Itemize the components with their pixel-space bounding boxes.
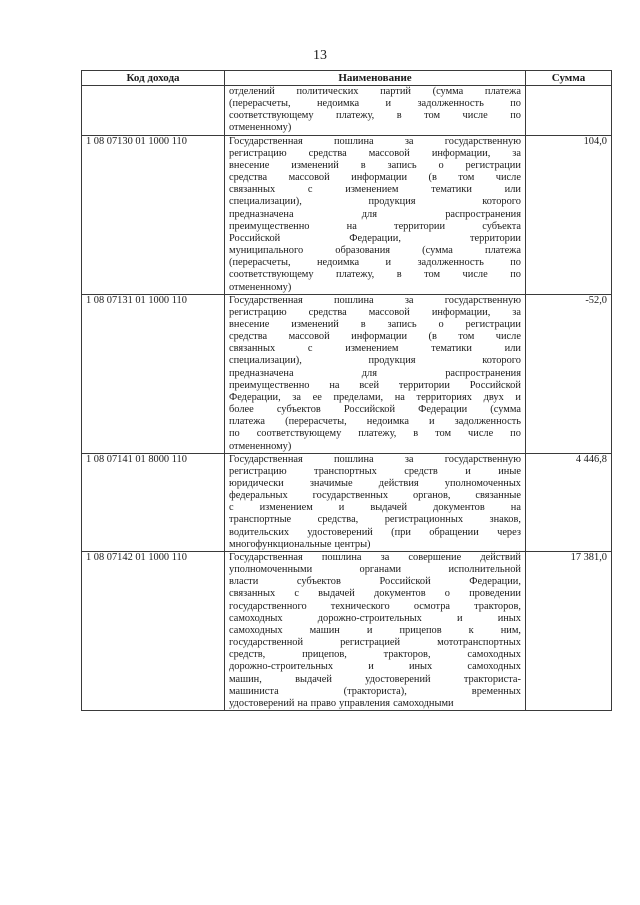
name-text-line: юридически значимые действия уполномоченных [229, 478, 521, 489]
revenue-sum-cell: 17 381,0 [526, 551, 612, 710]
name-text-line: государственной регистрацией мототранспортных [229, 637, 521, 649]
name-text-line: отделений политических партий (сумма платежа [229, 86, 521, 97]
name-text-line: многофункциональные центры) [229, 538, 371, 550]
name-text-line: государственного технического осмотра тракторов, [229, 600, 521, 612]
name-text-line: (перерасчеты, недоимка и задолженность по [229, 98, 521, 110]
table-row [82, 453, 612, 551]
name-text-line: Государственная пошлина за государственную [229, 453, 521, 465]
name-text-line: регистрацию средства массовой информации, за [229, 147, 521, 159]
name-text-line: с изменением и выдачей документов на [229, 502, 521, 514]
table-row [82, 294, 612, 453]
name-text-line: машин, выдачей удостоверений тракториста- [229, 673, 521, 685]
name-text-line: Российской Федерации, территории [229, 232, 521, 244]
name-text-line: по соответствующему платежу, в том числе по [229, 428, 521, 440]
name-text-line: федеральных государственных органов, связанные [229, 490, 521, 502]
name-text-line: более субъектов Российской Федерации (сумма [229, 404, 521, 416]
revenue-name-cell [225, 551, 526, 710]
header-sum: Сумма [526, 71, 612, 86]
name-text-line: дорожно-строительных и иных самоходных [229, 661, 521, 673]
table-row [82, 551, 612, 710]
name-text-line: соответствующему платежу, в том числе по [229, 110, 521, 122]
revenue-code-cell: 1 08 07131 01 1000 110 [82, 294, 225, 453]
name-text-line: специализации), продукция которого [229, 196, 521, 208]
name-text-line: уполномоченными органами исполнительной [229, 564, 521, 576]
name-text-line: связанных с выдачей документов о проведении [229, 588, 521, 600]
name-text-line: связанных с изменением тематики или [229, 184, 521, 196]
revenue-name-cell [225, 135, 526, 294]
header-name: Наименование [225, 71, 526, 86]
name-text-line: специализации), продукция которого [229, 355, 521, 367]
table-header-row [82, 71, 612, 86]
table-row [82, 135, 612, 294]
name-text-line: отмененному) [229, 122, 292, 134]
name-text-line: водительских удостоверений (при обращении через [229, 526, 521, 538]
name-text-line: преимущественно на всей территории Российской [229, 379, 521, 391]
name-text-line: предназначена для распространения [229, 208, 521, 220]
name-text-line: транспортные средства, регистрационных знаков, [229, 514, 521, 526]
name-text-line: самоходных дорожно-строительных и иных [229, 612, 521, 624]
page-number: 13 [313, 48, 327, 63]
name-text-line: власти субъектов Российской Федерации, [229, 576, 521, 588]
name-text-line: соответствующему платежу, в том числе по [229, 269, 521, 281]
name-text-line: отмененному) [229, 281, 292, 293]
revenue-code-cell [82, 86, 225, 136]
table-body [82, 86, 612, 711]
revenue-code-cell: 1 08 07130 01 1000 110 [82, 135, 225, 294]
name-text-line: преимущественно на территории субъекта [229, 220, 521, 232]
revenue-code-cell: 1 08 07141 01 8000 110 [82, 453, 225, 551]
name-text-line: отмененному) [229, 440, 292, 452]
revenue-name-cell [225, 294, 526, 453]
header-code: Код дохода [82, 71, 225, 86]
name-text-line: самоходных машин и прицепов к ним, [229, 624, 521, 636]
name-text-line: Государственная пошлина за государственную [229, 294, 521, 306]
name-text-line: платежа (перерасчеты, недоимка и задолженность [229, 416, 521, 428]
name-text-line: внесение изменений в запись о регистрации [229, 159, 521, 171]
name-text-line: муниципального образования (сумма платежа [229, 245, 521, 257]
name-text-line: связанных с изменением тематики или [229, 343, 521, 355]
name-text-line: регистрацию транспортных средств и иные [229, 465, 521, 477]
revenue-sum-cell: 104,0 [526, 135, 612, 294]
name-text-line: регистрацию средства массовой информации, за [229, 306, 521, 318]
revenue-sum-cell [526, 86, 612, 136]
name-text-line: удостоверений на право управления самоходными [229, 697, 454, 709]
name-text-line: Государственная пошлина за государственную [229, 135, 521, 147]
table-row [82, 86, 612, 136]
revenue-name-cell [225, 453, 526, 551]
name-text-line: средства массовой информации (в том числе [229, 172, 521, 184]
name-text-line: средства массовой информации (в том числе [229, 331, 521, 343]
name-text-line: (перерасчеты, недоимка и задолженность по [229, 257, 521, 269]
name-text-line: Государственная пошлина за совершение действий [229, 551, 521, 563]
name-text-line: Федерации, за ее пределами, на территориях двух и [229, 391, 521, 403]
revenue-sum-cell: 4 446,8 [526, 453, 612, 551]
revenue-code-cell: 1 08 07142 01 1000 110 [82, 551, 225, 710]
name-text-line: предназначена для распространения [229, 367, 521, 379]
revenue-name-cell [225, 86, 526, 136]
revenue-sum-cell: -52,0 [526, 294, 612, 453]
name-text-line: внесение изменений в запись о регистрации [229, 318, 521, 330]
name-text-line: средств, прицепов, тракторов, самоходных [229, 649, 521, 661]
name-text-line: машиниста (тракториста), временных [229, 685, 521, 697]
revenue-table [81, 70, 612, 711]
